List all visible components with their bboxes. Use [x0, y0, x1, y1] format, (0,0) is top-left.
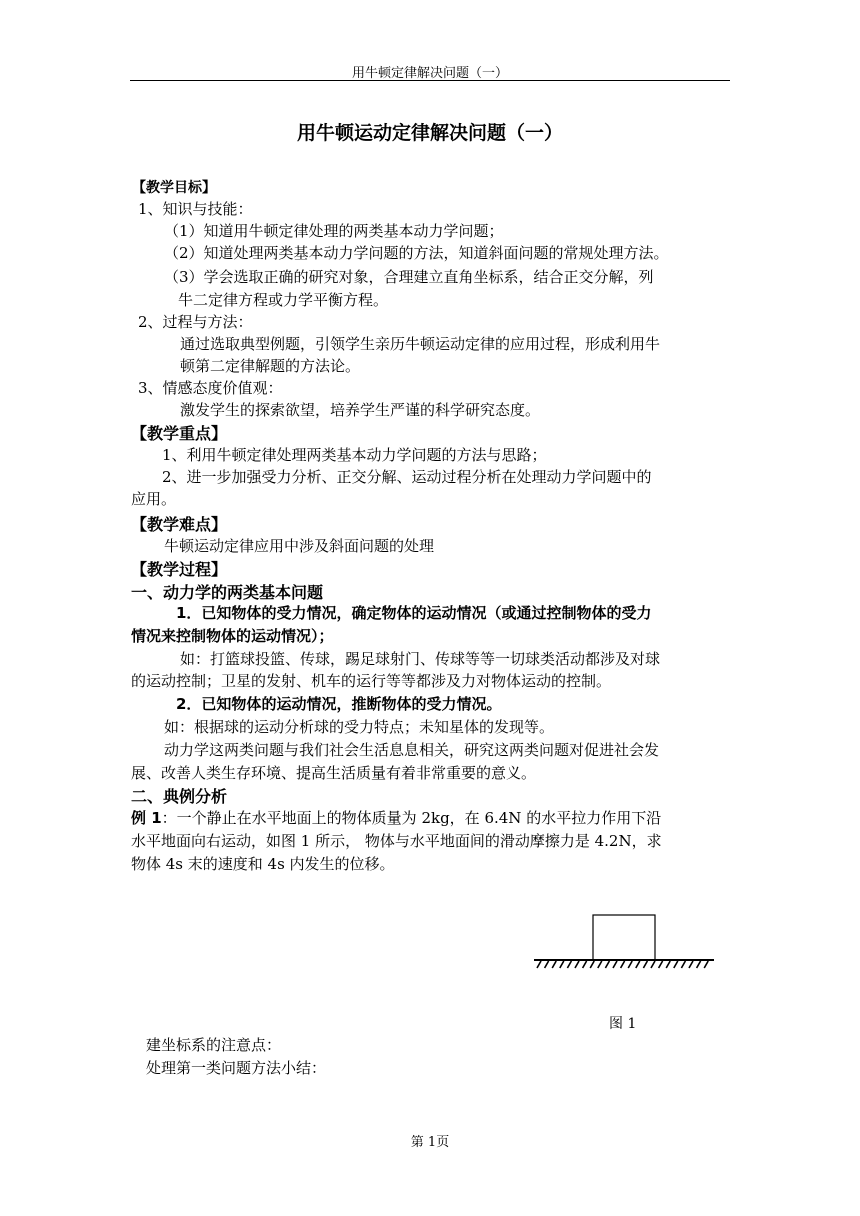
key-point-2-line2: 应用。 [131, 490, 177, 508]
hatch-mark [590, 961, 594, 968]
difficulty-1: 牛顿运动定律应用中涉及斜面问题的处理 [164, 537, 435, 555]
problem-type-2-example: 如：根据球的运动分析球的受力特点；未知星体的发现等。 [164, 718, 555, 736]
note-method-summary: 处理第一类问题方法小结： [146, 1059, 327, 1077]
problem-type-1-line2: 情况来控制物体的运动情况）； [131, 627, 334, 645]
example-1-line2: 水平地面向右运动，如图 1 所示， 物体与水平地面间的滑动摩擦力是 4.2N，求 [131, 832, 662, 850]
note-coordinate-system: 建坐标系的注意点： [146, 1036, 282, 1054]
objective-1-1: （1）知道用牛顿定律处理的两类基本动力学问题； [164, 222, 504, 240]
hatch-mark [575, 961, 579, 968]
hatch-mark [659, 961, 663, 968]
objective-1-2: （2）知道处理两类基本动力学问题的方法，知道斜面问题的常规处理方法。 [164, 244, 669, 262]
hatch-mark [689, 961, 693, 968]
document-title: 用牛顿运动定律解决问题（一） [296, 122, 563, 144]
objective-1-3-line2: 牛二定律方程或力学平衡方程。 [178, 291, 389, 309]
part-1-heading: 一、动力学的两类基本问题 [131, 583, 324, 602]
summary-line2: 展、改善人类生存环境、提高生活质量有着非常重要的意义。 [131, 764, 537, 782]
ground-hatching [537, 961, 708, 968]
hatch-mark [552, 961, 556, 968]
hatch-mark [651, 961, 655, 968]
part-2-heading: 二、典例分析 [131, 787, 228, 806]
objective-2: 2、过程与方法： [138, 313, 253, 331]
hatch-mark [560, 961, 564, 968]
problem-type-1-example-line2: 的运动控制；卫星的发射、机车的运行等等都涉及力对物体运动的控制。 [131, 672, 612, 690]
objective-3: 3、情感态度价值观： [138, 379, 283, 397]
problem-type-2: 2．已知物体的运动情况，推断物体的受力情况。 [176, 695, 502, 713]
objective-3-line1: 激发学生的探索欲望，培养学生严谨的科学研究态度。 [180, 401, 541, 419]
hatch-mark [545, 961, 549, 968]
objective-2-line1: 通过选取典型例题，引领学生亲历牛顿运动定律的应用过程，形成利用牛 [180, 335, 661, 353]
example-1-line3: 物体 4s 末的速度和 4s 内发生的位移。 [131, 855, 395, 873]
page-number: 第 1页 [410, 1135, 450, 1150]
difficulties-heading: 【教学难点】 [131, 515, 228, 534]
objectives-heading: 【教学目标】 [132, 180, 216, 196]
problem-type-1-example-line1: 如：打篮球投篮、传球，踢足球射门、传球等等一切球类活动都涉及对球 [180, 650, 661, 668]
running-header: 用牛顿定律解决问题（一） [351, 66, 508, 81]
hatch-mark [681, 961, 685, 968]
key-point-2-line1: 2、进一步加强受力分析、正交分解、运动过程分析在处理动力学问题中的 [162, 468, 652, 486]
objective-2-line2: 顿第二定律解题的方法论。 [180, 357, 361, 375]
hatch-mark [583, 961, 587, 968]
header-rule [130, 80, 730, 81]
objective-1: 1、知识与技能： [138, 200, 253, 218]
hatch-mark [598, 961, 602, 968]
objective-1-3-line1: （3）学会选取正确的研究对象，合理建立直角坐标系，结合正交分解，列 [164, 268, 654, 286]
example-1-line1 [131, 807, 661, 828]
hatch-mark [636, 961, 640, 968]
hatch-mark [643, 961, 647, 968]
hatch-mark [628, 961, 632, 968]
figure-1-label: 图 1 [609, 1016, 637, 1032]
hatch-mark [537, 961, 541, 968]
hatch-mark [666, 961, 670, 968]
summary-line1: 动力学这两类问题与我们社会生活息息相关，研究这两类问题对促进社会发 [164, 741, 660, 759]
hatch-mark [674, 961, 678, 968]
key-points-heading: 【教学重点】 [131, 424, 228, 443]
hatch-mark [567, 961, 571, 968]
example-1-text: ：一个静止在水平地面上的物体质量为 2kg，在 6.4N 的水平拉力作用下沿 [161, 809, 662, 827]
hatch-mark [704, 961, 708, 968]
hatch-mark [621, 961, 625, 968]
key-point-1: 1、利用牛顿定律处理两类基本动力学问题的方法与思路； [162, 446, 547, 464]
hatch-mark [697, 961, 701, 968]
process-heading: 【教学过程】 [131, 560, 228, 579]
hatch-mark [613, 961, 617, 968]
hatch-mark [605, 961, 609, 968]
example-1-label: 例 1 [131, 809, 162, 827]
problem-type-1-line1: 1．已知物体的受力情况，确定物体的运动情况（或通过控制物体的受力 [176, 604, 652, 622]
figure-1-diagram [528, 900, 720, 980]
block [593, 915, 655, 960]
